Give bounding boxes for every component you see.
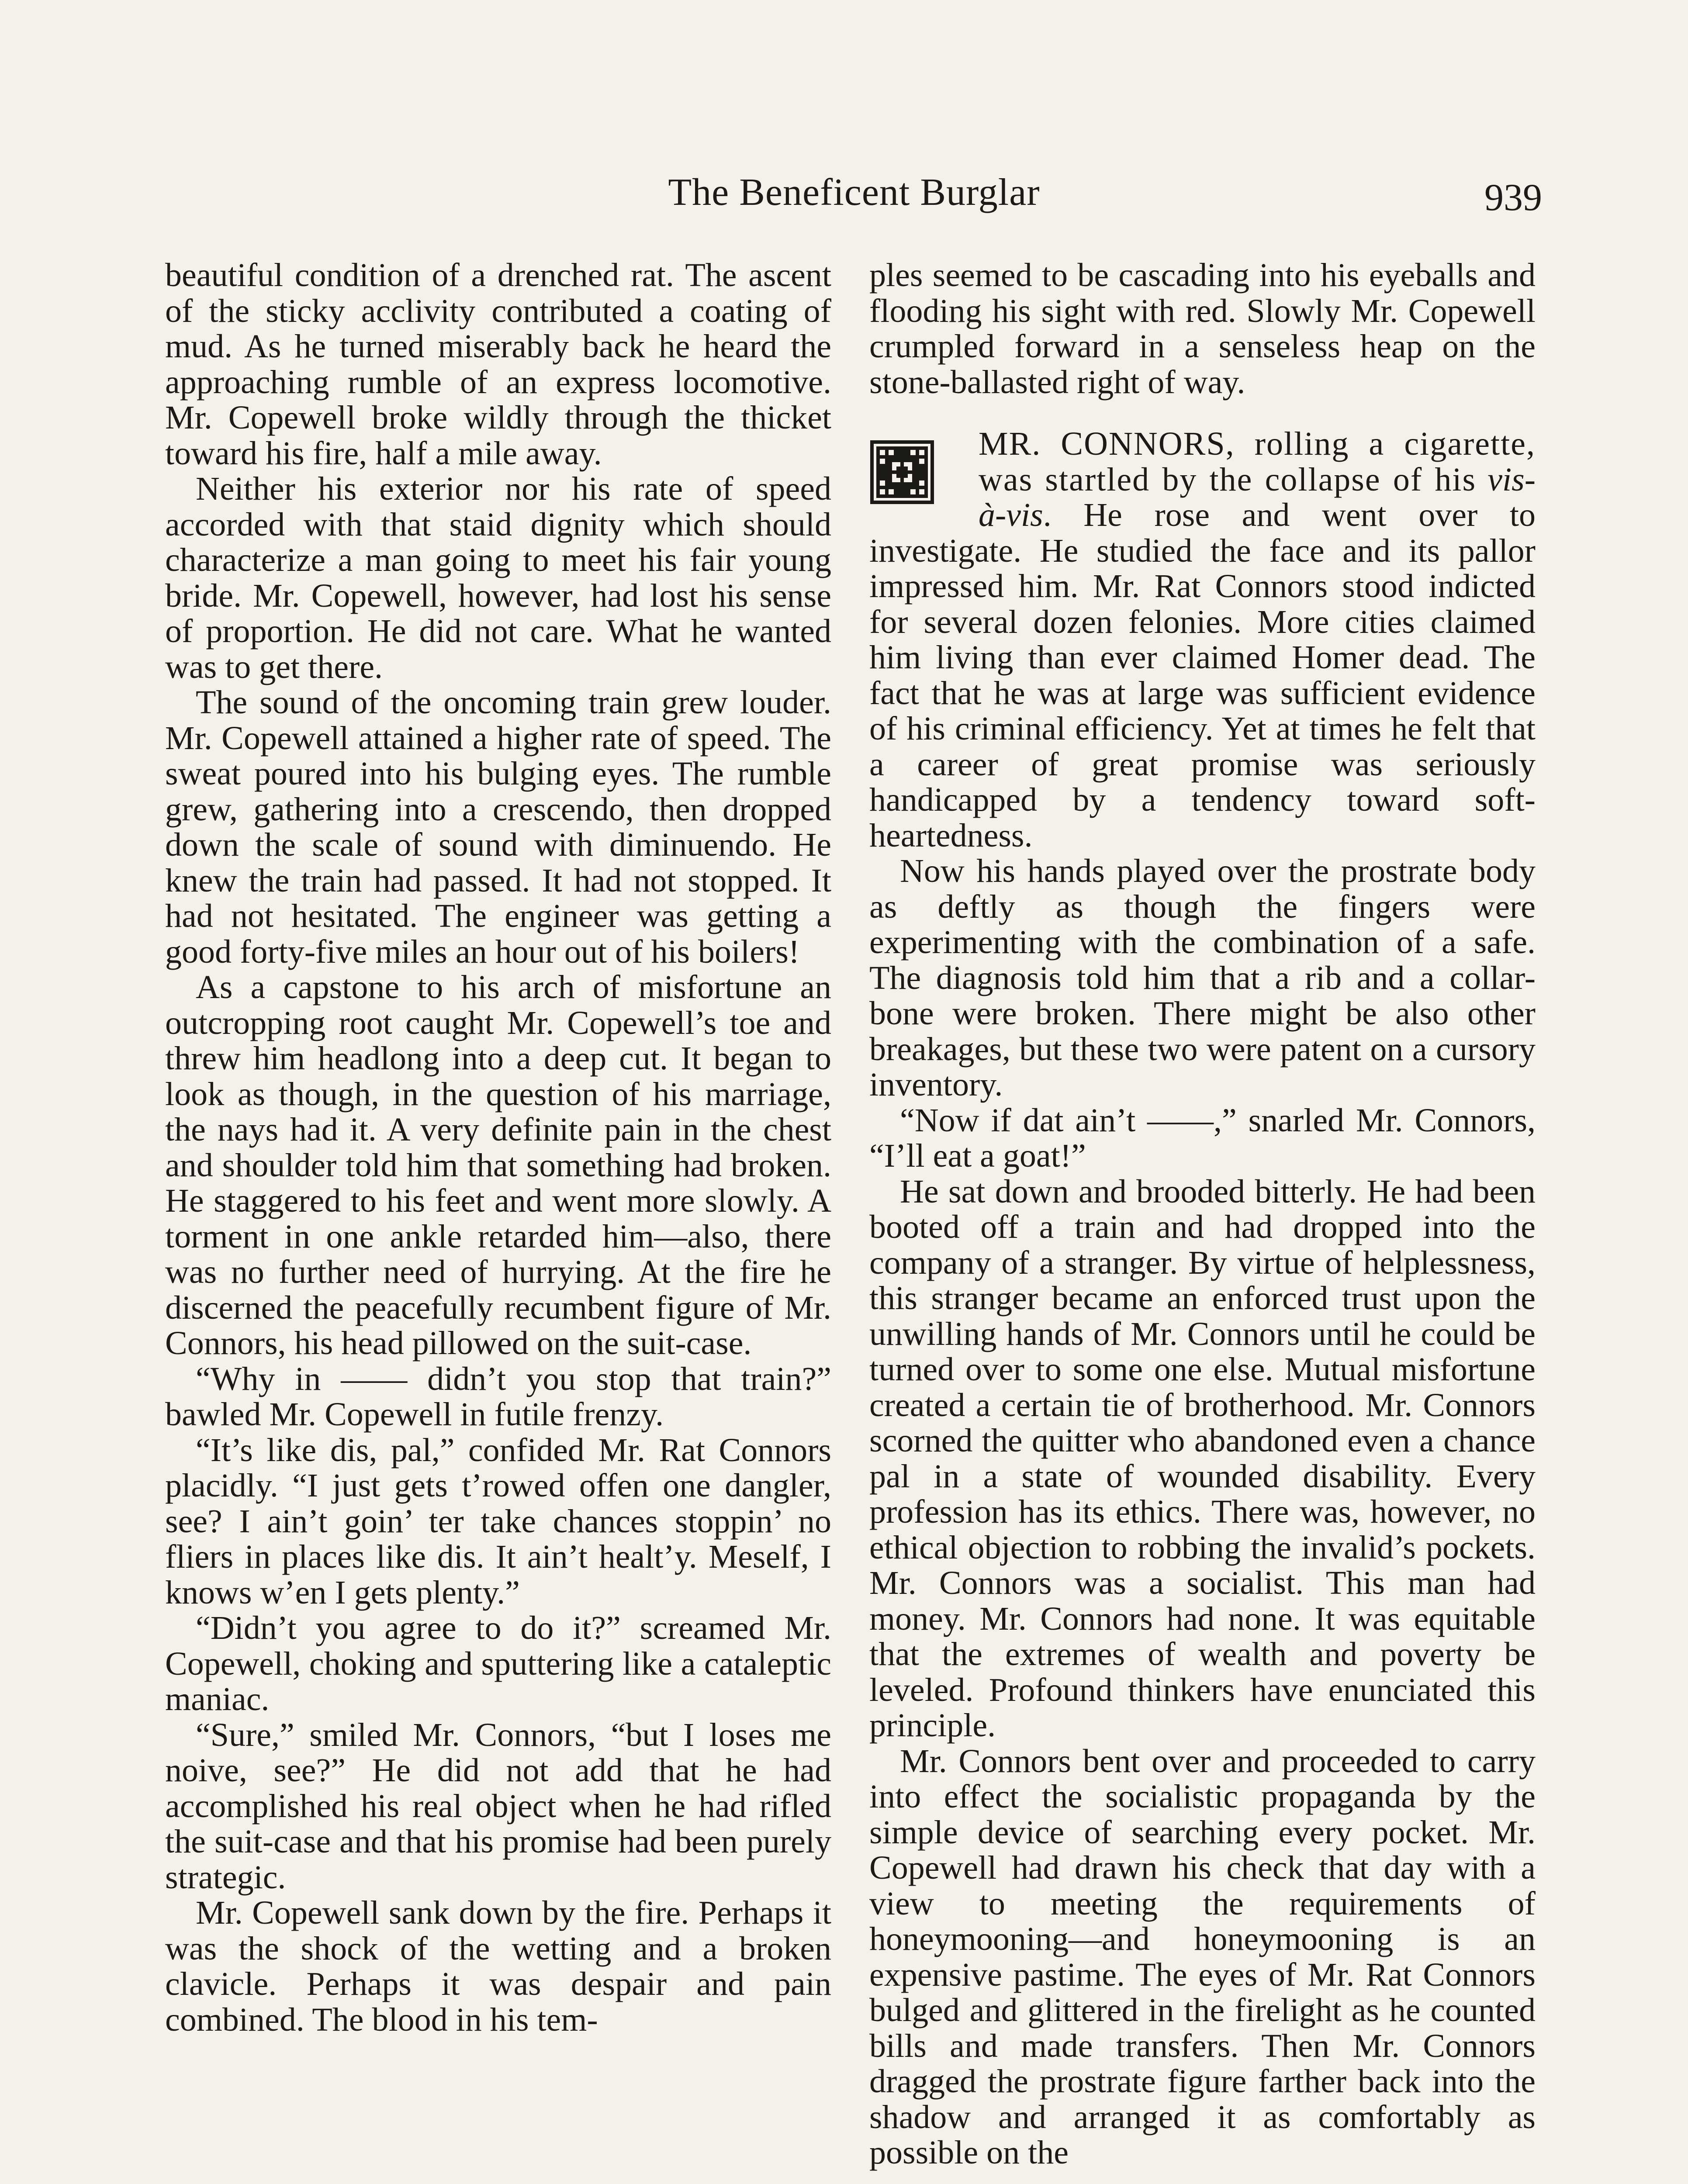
page-title: The Beneficent Burglar	[668, 171, 1040, 214]
running-head	[166, 166, 1542, 232]
decorative-ornament-icon	[869, 439, 935, 505]
paragraph: ples seemed to be cascading into his eyeballs and flooding his sight with red. Slowly Mr. Copewell crumpled forward in a senseless heap on the stone-ballasted right of way.	[869, 257, 1536, 401]
paragraph: “Now if dat ain’t ——,” snarled Mr. Connors, “I’ll eat a goat!”	[869, 1102, 1536, 1174]
paragraph: As a capstone to his arch of misfortune an outcropping root caught Mr. Copewell’s toe and threw him headlong into a deep cut. It began to look as though, in the question of his marriage, the nays had it. A very definite pain in the chest and shoulder told him that something had broken. He staggered to his feet and went more slowly. A torment in one ankle retarded him—also, there was no further need of hurrying. At the fire he discerned the peacefully recumbent figure of Mr. Connors, his head pillowed on the suit-case.	[165, 969, 831, 1362]
paragraph: “It’s like dis, pal,” confided Mr. Rat Connors placidly. “I just gets t’rowed offen one dangler, see? I ain’t goin’ ter take chances stoppin’ no fliers in places like dis. It ain’t healt’y. Meself, I knows w’en I gets plenty.”	[165, 1431, 831, 1611]
italic-phrase: vis-à-vis	[979, 461, 1536, 533]
paragraph: “Sure,” smiled Mr. Connors, “but I loses me noive, see?” He did not add that he had accomplished his real object when he had rifled the suit-case and that his promise had been purely strategic.	[165, 1716, 831, 1896]
page-number: 939	[1484, 176, 1542, 219]
section-body-text: . He rose and went over to investigate. He studied the face and its pallor impressed him. Mr. Rat Connors stood indicted for several dozen felonies. More cities claimed him living than ever claimed Homer dead. The fact that he was at large was sufficient evidence of his criminal efficiency. Yet at times he felt that a career of great promise was seriously handicapped by a tendency toward soft-heartedness.	[869, 497, 1536, 854]
paragraph: beautiful condition of a drenched rat. The ascent of the sticky acclivity contributed a coating of mud. As he turned miserably back he heard the approaching rumble of an express locomotive. Mr. Copewell broke wildly through the thicket toward his fire, half a mile away.	[165, 257, 831, 472]
paragraph: “Didn’t you agree to do it?” screamed Mr. Copewell, choking and sputtering like a cataleptic maniac.	[165, 1610, 831, 1717]
paragraph: The sound of the oncoming train grew louder. Mr. Copewell attained a higher rate of speed. The sweat poured into his bulging eyes. The rumble grew, gathering into a crescendo, then dropped down the scale of sound with diminuendo. He knew the train had passed. It had not stopped. It had not hesitated. The engineer was getting a good forty-five miles an hour out of his boilers!	[165, 684, 831, 970]
paragraph: Now his hands played over the prostrate body as deftly as though the fingers were experimenting with the combination of a safe. The diagnosis told him that a rib and a collar-bone were broken. There might be also other breakages, but these two were patent on a cursory inventory.	[869, 853, 1536, 1103]
section-break	[869, 400, 1536, 426]
section-opening-paragraph	[869, 426, 1536, 854]
section-lead-text: MR. CONNORS, rolling a cigarette, was startled by the collapse of his	[979, 426, 1536, 498]
paragraph: Mr. Copewell sank down by the fire. Perhaps it was the shock of the wetting and a broken clavicle. Perhaps it was despair and pain combined. The blood in his tem-	[165, 1894, 831, 2038]
paragraph: Neither his exterior nor his rate of speed accorded with that staid dignity which should characterize a man going to meet his fair young bride. Mr. Copewell, however, had lost his sense of proportion. He did not care. What he wanted was to get there.	[165, 470, 831, 685]
right-column	[869, 258, 1536, 2184]
paragraph: “Why in —— didn’t you stop that train?” bawled Mr. Copewell in futile frenzy.	[165, 1360, 831, 1433]
paragraph: Mr. Connors bent over and proceeded to carry into effect the socialistic propaganda by the simple device of searching every pocket. Mr. Copewell had drawn his check that day with a view to meeting the requirements of honeymooning—and honeymooning is an expensive pastime. The eyes of Mr. Rat Connors bulged and glittered in the firelight as he counted bills and made transfers. Then Mr. Connors dragged the prostrate figure farther back into the shadow and arranged it as comfortably as possible on the	[869, 1742, 1536, 2171]
left-column	[165, 258, 831, 2184]
paragraph: He sat down and brooded bitterly. He had been booted off a train and had dropped into the company of a stranger. By virtue of helplessness, this stranger became an enforced trust upon the unwilling hands of Mr. Connors until he could be turned over to some one else. Mutual misfortune created a certain tie of brotherhood. Mr. Connors scorned the quitter who abandoned even a chance pal in a state of wounded disability. Every profession has its ethics. There was, however, no ethical objection to robbing the invalid’s pockets. Mr. Connors was a socialist. This man had money. Mr. Connors had none. It was equitable that the extremes of wealth and poverty be leveled. Profound thinkers have enunciated this principle.	[869, 1173, 1536, 1744]
